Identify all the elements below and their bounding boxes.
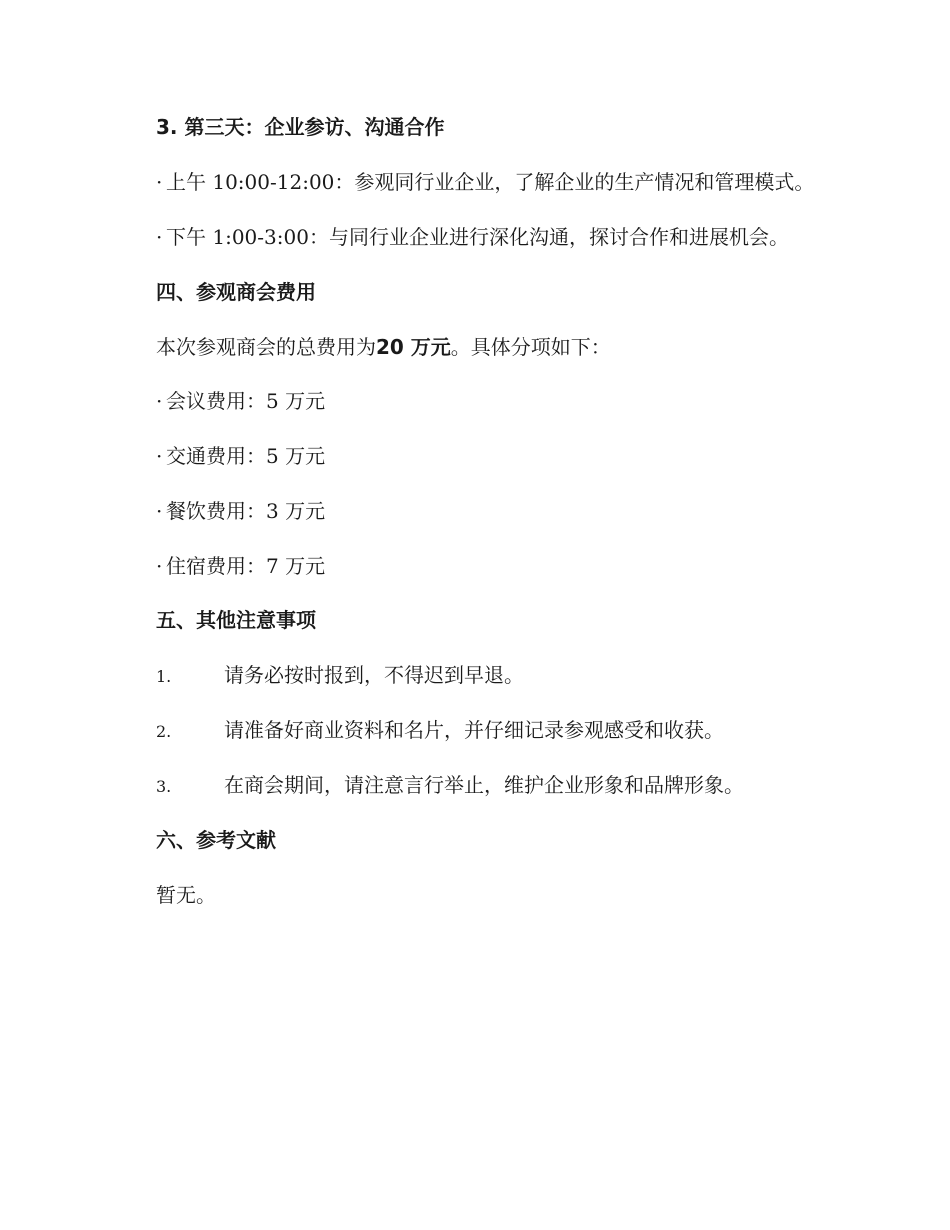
fee-item-text: 交通费用：5 万元 (166, 444, 326, 468)
fees-total: 20 万元 (376, 335, 451, 359)
day3-heading: 3. 第三天：企业参访、沟通合作 (156, 115, 445, 139)
bullet-text: 上午 10:00-12:00：参观同行业企业，了解企业的生产情况和管理模式。 (166, 170, 815, 194)
note-text: 请准备好商业资料和名片，并仔细记录参观感受和收获。 (224, 718, 724, 742)
fees-heading: 四、参观商会费用 (156, 280, 316, 304)
notes-heading: 五、其他注意事项 (156, 608, 316, 632)
refs-heading: 六、参考文献 (156, 828, 276, 852)
note-item-3 (156, 771, 744, 801)
fee-item-text: 会议费用：5 万元 (166, 389, 326, 413)
bullet-dot: · (156, 444, 163, 468)
fees-intro-prefix: 本次参观商会的总费用为 (156, 335, 376, 359)
fee-item-lodging (156, 552, 325, 580)
fees-intro-suffix: 。具体分项如下： (450, 335, 611, 359)
refs-body: 暂无。 (156, 883, 216, 907)
bullet-dot: · (156, 389, 163, 413)
bullet-text: 下午 1:00-3:00：与同行业企业进行深化沟通，探讨合作和进展机会。 (166, 225, 789, 249)
fee-item-text: 餐饮费用：3 万元 (166, 499, 326, 523)
day3-bullet-morning (156, 168, 814, 196)
note-number: 1. (156, 667, 172, 686)
note-item-1 (156, 661, 524, 691)
fee-item-meals (156, 497, 325, 525)
bullet-dot: · (156, 170, 163, 194)
day3-bullet-afternoon (156, 223, 789, 251)
bullet-dot: · (156, 499, 163, 523)
note-text: 在商会期间，请注意言行举止，维护企业形象和品牌形象。 (224, 773, 744, 797)
note-number: 3. (156, 777, 172, 796)
note-number: 2. (156, 722, 172, 741)
bullet-dot: · (156, 225, 163, 249)
fee-item-text: 住宿费用：7 万元 (166, 554, 326, 578)
note-item-2 (156, 716, 724, 746)
bullet-dot: · (156, 554, 163, 578)
fees-intro (156, 333, 611, 361)
note-text: 请务必按时报到，不得迟到早退。 (224, 663, 524, 687)
fee-item-meeting (156, 387, 325, 415)
fee-item-transport (156, 442, 325, 470)
